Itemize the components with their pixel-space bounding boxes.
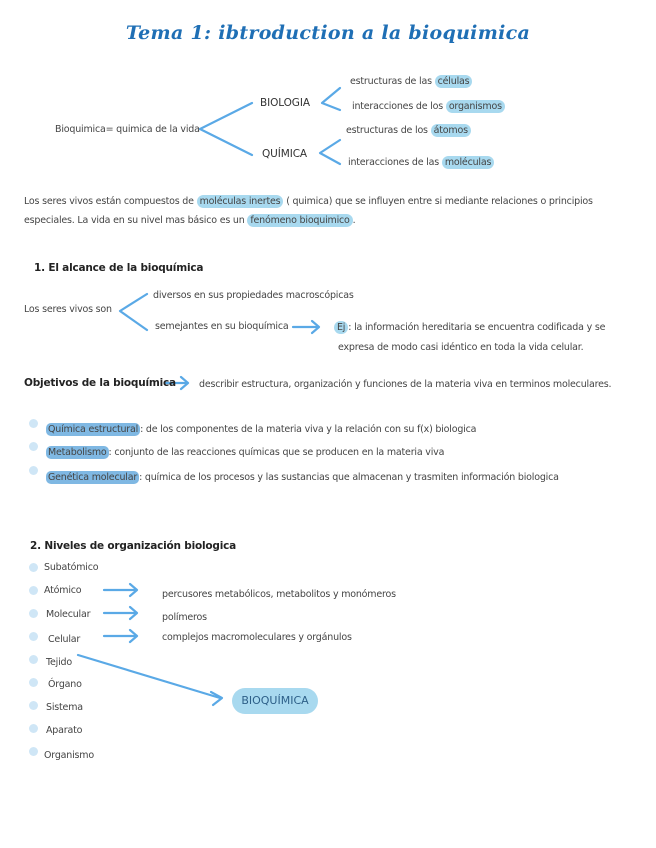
ejemplo-line-2: expresa de modo casi idéntico en toda la vida celular.: [338, 342, 584, 353]
quimica-item-2: [348, 157, 494, 168]
level-dot-8: [29, 724, 38, 733]
molecular-note: polímeros: [162, 612, 207, 623]
ejemplo-text-1: : la información hereditaria se encuentra codificada y se: [348, 322, 606, 333]
highlight-organismos: organismos: [446, 100, 505, 113]
bullet-genetica-molecular: [46, 472, 559, 483]
seres-vivos-branch-2: semejantes en su bioquímica: [155, 321, 289, 332]
intro-text-a: Los seres vivos están compuestos de: [24, 196, 197, 207]
intro-text-b: ( quimica) que se influyen entre si mediante relaciones o principios especiales. La vida en su nivel mas básico es un: [24, 196, 593, 226]
tree-root: Bioquimica= quimica de la vida: [55, 124, 200, 135]
quimica-item-1: [346, 125, 471, 136]
highlight-moleculas: moléculas: [442, 156, 494, 169]
objetivos-text: describir estructura, organización y funciones de la materia viva en terminos moleculares.: [199, 379, 612, 390]
seres-vivos-branch-1: diversos en sus propiedades macroscópicas: [153, 290, 354, 301]
level-molecular: Molecular: [46, 609, 91, 620]
biologia-item-1: [350, 76, 472, 87]
tree-brace-biologia: [322, 88, 340, 110]
tree-brace-quimica: [320, 140, 340, 164]
bullet-metabolismo: [46, 447, 444, 458]
tree-brace-main: [200, 103, 252, 155]
bullet-dot-1: [29, 419, 38, 428]
highlight-atomos: átomos: [431, 124, 471, 137]
level-tejido: Tejido: [46, 657, 72, 668]
level-dot-2: [29, 586, 38, 595]
section-2-heading: 2. Niveles de organización biologica: [30, 540, 237, 552]
highlight-quimica-estructural: Química estructural: [48, 424, 139, 435]
ejemplo-line-1: [334, 322, 605, 333]
highlight-metabolismo: Metabolismo: [48, 447, 107, 458]
level-dot-4: [29, 632, 38, 641]
level-organo: Órgano: [48, 679, 82, 690]
highlight-genetica-molecular: Genética molecular: [48, 472, 138, 483]
bullet-quimica-estructural: [46, 424, 476, 435]
bioquimica-pill: BIOQUÍMICA: [232, 688, 318, 714]
celular-note: complejos macromoleculares y orgánulos: [162, 632, 352, 643]
bullet-dot-2: [29, 442, 38, 451]
bullet-2-text: : conjunto de las reacciones químicas que se producen en la materia viva: [108, 447, 445, 458]
bullet-3-text: : química de los procesos y las sustancias que almacenan y trasmiten información biologica: [139, 472, 559, 483]
bullet-dot-3: [29, 466, 38, 475]
biologia-item-2: [352, 101, 505, 112]
intro-paragraph: [24, 192, 634, 230]
quimica-item-1-text: estructuras de los: [346, 125, 431, 136]
tree-quimica: QUÍMICA: [262, 148, 308, 160]
page-title: Tema 1: ibtroduction a la bioquimica: [125, 22, 531, 44]
objetivos-label: Objetivos de la bioquímica: [24, 377, 176, 389]
highlight-celulas: células: [435, 75, 473, 88]
highlight-moleculas-inertes: moléculas inertes: [197, 195, 284, 208]
seres-vivos-root: Los seres vivos son: [24, 304, 112, 315]
bullet-1-text: : de los componentes de la materia viva y la relación con su f(x) biologica: [140, 424, 477, 435]
level-aparato: Aparato: [46, 725, 83, 736]
arrow-to-bioquimica: [211, 692, 222, 705]
level-atomico: Atómico: [44, 585, 82, 596]
highlight-ej: Ej: [334, 321, 348, 334]
tree-biologia: BIOLOGIA: [260, 97, 310, 109]
atomico-note: percusores metabólicos, metabolitos y monómeros: [162, 589, 396, 600]
level-subatomico: Subatómico: [44, 562, 99, 573]
level-dot-7: [29, 701, 38, 710]
intro-text-c: .: [352, 215, 356, 226]
highlight-fenomeno: fenómeno bioquimico: [247, 214, 352, 227]
level-dot-9: [29, 747, 38, 756]
quimica-item-2-text: interacciones de las: [348, 157, 442, 168]
level-sistema: Sistema: [46, 702, 83, 713]
level-dot-1: [29, 563, 38, 572]
level-dot-5: [29, 655, 38, 664]
level-celular: Celular: [48, 634, 81, 645]
biologia-item-1-text: estructuras de las: [350, 76, 435, 87]
level-dot-6: [29, 678, 38, 687]
level-organismo: Organismo: [44, 750, 94, 761]
seres-vivos-brace: [120, 294, 147, 330]
section-1-heading: 1. El alcance de la bioquímica: [34, 262, 204, 274]
biologia-item-2-text: interacciones de los: [352, 101, 446, 112]
level-dot-3: [29, 609, 38, 618]
